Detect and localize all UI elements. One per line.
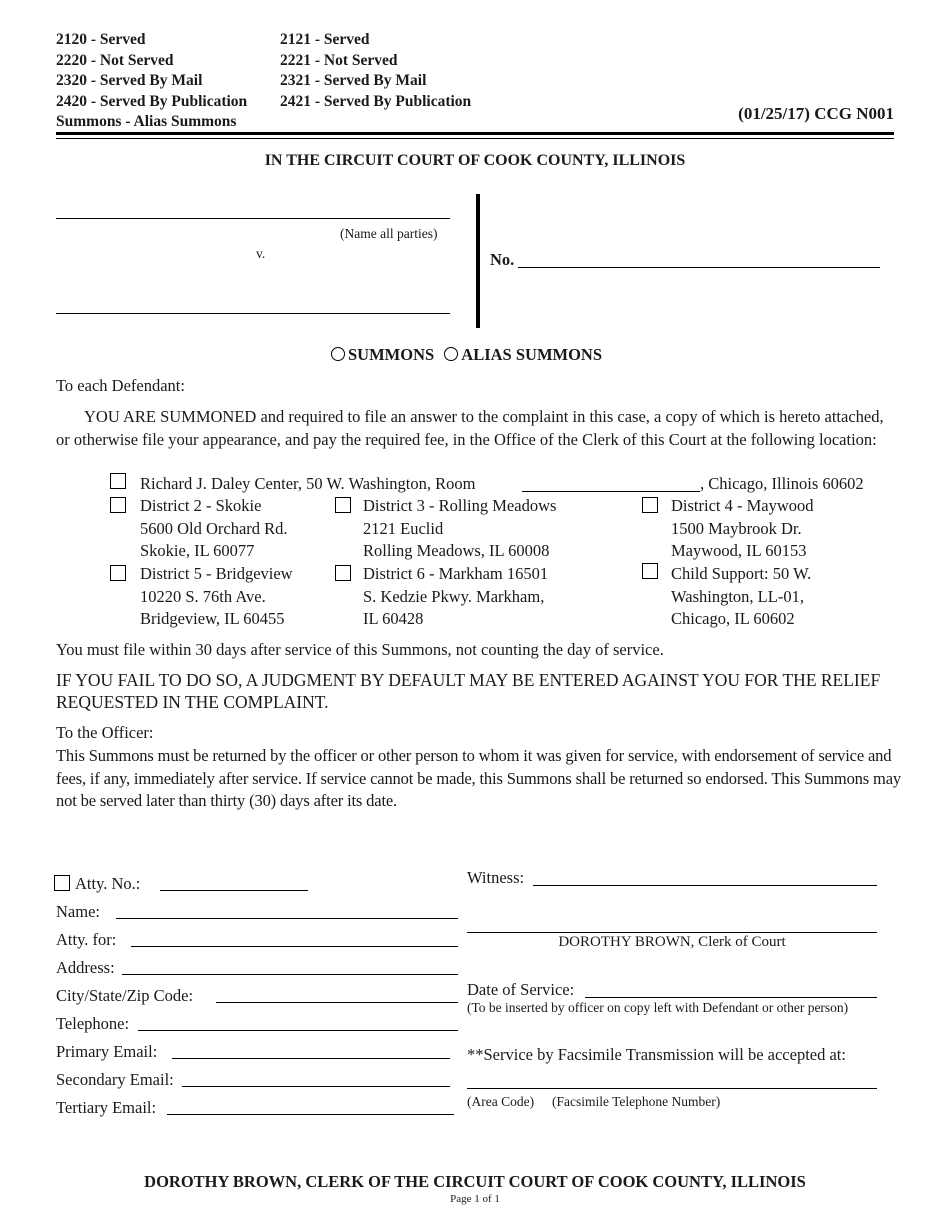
officer-heading: To the Officer: xyxy=(56,723,154,742)
default-warning: IF YOU FAIL TO DO SO, A JUDGMENT BY DEFAULT MAY BE ENTERED AGAINST YOU FOR THE RELIEF REQUESTED IN THE COMPLAINT. xyxy=(56,670,881,712)
address-line: 1500 Maybrook Dr. xyxy=(671,518,802,538)
address-line: 2121 Euclid xyxy=(363,518,444,538)
address-line: 5600 Old Orchard Rd. xyxy=(140,518,288,538)
defendant-line[interactable] xyxy=(56,313,450,314)
date-of-service-field[interactable] xyxy=(585,997,877,998)
tertiary-email-field[interactable] xyxy=(167,1114,454,1115)
code-item: 2121 - Served xyxy=(280,31,370,48)
footer-clerk-line: DOROTHY BROWN, CLERK OF THE CIRCUIT COURT OF COOK COUNTY, ILLINOIS xyxy=(144,1172,806,1191)
district-4-address xyxy=(671,495,814,563)
city-state-zip-field[interactable] xyxy=(216,1002,458,1003)
district-6-checkbox[interactable] xyxy=(335,565,351,581)
name-field[interactable] xyxy=(116,918,458,919)
child-support-address xyxy=(671,563,811,631)
officer-paragraph: This Summons must be returned by the officer or other person to whom it was given for service, with endorsement of service and fees, if any, immediately after service. If service cannot be made, this Summons shall be returned so endorsed. This Summons may not be served later than thirty (30) days after its date. xyxy=(56,746,901,810)
primary-email-field[interactable] xyxy=(172,1058,450,1059)
address-line: District 6 - Markham 16501 xyxy=(363,564,549,583)
telephone-field[interactable] xyxy=(138,1030,458,1031)
case-codes-left xyxy=(56,30,247,133)
room-number-field[interactable] xyxy=(522,491,700,492)
summons-type xyxy=(331,345,602,365)
address-line: S. Kedzie Pkwy. Markham, xyxy=(363,586,545,606)
code-item: Summons - Alias Summons xyxy=(56,113,237,130)
clerk-name: DOROTHY BROWN, Clerk of Court xyxy=(558,934,786,950)
district-5-address xyxy=(140,563,293,631)
telephone-label: Telephone: xyxy=(56,1014,130,1033)
address-line: Bridgeview, IL 60455 xyxy=(140,609,285,628)
greeting: To each Defendant: xyxy=(56,376,185,395)
witness-label: Witness: xyxy=(467,868,525,887)
address-label: Address: xyxy=(56,958,115,977)
child-support-checkbox[interactable] xyxy=(642,563,658,579)
district-2-address xyxy=(140,495,288,563)
case-codes-right xyxy=(280,30,471,112)
address-line: Child Support: 50 W. xyxy=(671,564,812,583)
form-number: (01/25/17) CCG N001 xyxy=(738,104,894,123)
district-3-checkbox[interactable] xyxy=(335,497,351,513)
header-rule-thin xyxy=(56,138,894,139)
address-line: Skokie, IL 60077 xyxy=(140,541,255,560)
daley-center-suffix: , Chicago, Illinois 60602 xyxy=(700,474,864,493)
daley-center-prefix: Richard J. Daley Center, 50 W. Washington, Room xyxy=(140,474,476,493)
caption-divider xyxy=(476,194,480,328)
atty-for-label: Atty. for: xyxy=(56,930,117,949)
alias-summons-option-label: ALIAS SUMMONS xyxy=(461,345,603,364)
address-line: IL 60428 xyxy=(363,609,424,628)
name-label: Name: xyxy=(56,902,100,921)
address-line: Maywood, IL 60153 xyxy=(671,541,807,560)
atty-no-label: Atty. No.: xyxy=(75,874,141,893)
secondary-email-field[interactable] xyxy=(182,1086,450,1087)
area-code-label: (Area Code) xyxy=(467,1094,535,1109)
alias-summons-radio[interactable] xyxy=(444,347,458,361)
court-title: IN THE CIRCUIT COURT OF COOK COUNTY, ILLINOIS xyxy=(264,152,686,169)
daley-center-checkbox[interactable] xyxy=(110,473,126,489)
summons-option-label: SUMMONS xyxy=(348,345,435,364)
address-line: District 5 - Bridgeview xyxy=(140,564,293,583)
fax-number-field[interactable] xyxy=(467,1088,877,1089)
address-line: Rolling Meadows, IL 60008 xyxy=(363,541,550,560)
secondary-email-label: Secondary Email: xyxy=(56,1070,174,1089)
atty-no-checkbox[interactable] xyxy=(54,875,70,891)
address-line: Chicago, IL 60602 xyxy=(671,609,795,628)
parties-note: (Name all parties) xyxy=(340,226,438,241)
code-item: 2420 - Served By Publication xyxy=(56,92,248,110)
code-item: 2220 - Not Served xyxy=(56,51,174,69)
address-line: District 2 - Skokie xyxy=(140,496,262,515)
versus-label: v. xyxy=(256,246,266,261)
address-line: 10220 S. 76th Ave. xyxy=(140,586,266,606)
plaintiff-line[interactable] xyxy=(56,218,450,219)
address-line: District 3 - Rolling Meadows xyxy=(363,496,557,515)
header-rule-thick xyxy=(56,132,894,135)
date-of-service-label: Date of Service: xyxy=(467,980,575,999)
district-3-address xyxy=(363,495,556,563)
file-within-notice: You must file within 30 days after service of this Summons, not counting the day of service. xyxy=(56,640,664,659)
code-item: 2421 - Served By Publication xyxy=(280,92,472,110)
date-note: (To be inserted by officer on copy left with Defendant or other person) xyxy=(467,1000,849,1015)
code-item: 2120 - Served xyxy=(56,31,146,48)
witness-field[interactable] xyxy=(533,885,877,886)
clerk-signature-line[interactable] xyxy=(467,932,877,933)
primary-email-label: Primary Email: xyxy=(56,1042,158,1061)
address-field[interactable] xyxy=(122,974,458,975)
fax-number-label: (Facsimile Telephone Number) xyxy=(552,1094,721,1109)
address-line: Washington, LL-01, xyxy=(671,586,804,606)
district-4-checkbox[interactable] xyxy=(642,497,658,513)
case-number-label: No. xyxy=(490,250,515,269)
atty-for-field[interactable] xyxy=(131,946,458,947)
atty-no-field[interactable] xyxy=(160,890,308,891)
summons-radio[interactable] xyxy=(331,347,345,361)
code-item: 2321 - Served By Mail xyxy=(280,72,427,89)
case-number-field[interactable] xyxy=(518,267,880,268)
tertiary-email-label: Tertiary Email: xyxy=(56,1098,157,1117)
district-5-checkbox[interactable] xyxy=(110,565,126,581)
district-6-address xyxy=(363,563,548,631)
page-number: Page 1 of 1 xyxy=(450,1193,500,1205)
summoned-paragraph: YOU ARE SUMMONED and required to file an answer to the complaint in this case, a copy of which is hereto attached, or otherwise file your appearance, and pay the required fee, in the Office of the Clerk of this Court at the following location: xyxy=(56,407,884,449)
city-state-zip-label: City/State/Zip Code: xyxy=(56,986,194,1005)
fax-note: **Service by Facsimile Transmission will be accepted at: xyxy=(467,1045,846,1064)
code-item: 2221 - Not Served xyxy=(280,51,398,69)
district-2-checkbox[interactable] xyxy=(110,497,126,513)
address-line: District 4 - Maywood xyxy=(671,496,814,515)
code-item: 2320 - Served By Mail xyxy=(56,72,203,89)
